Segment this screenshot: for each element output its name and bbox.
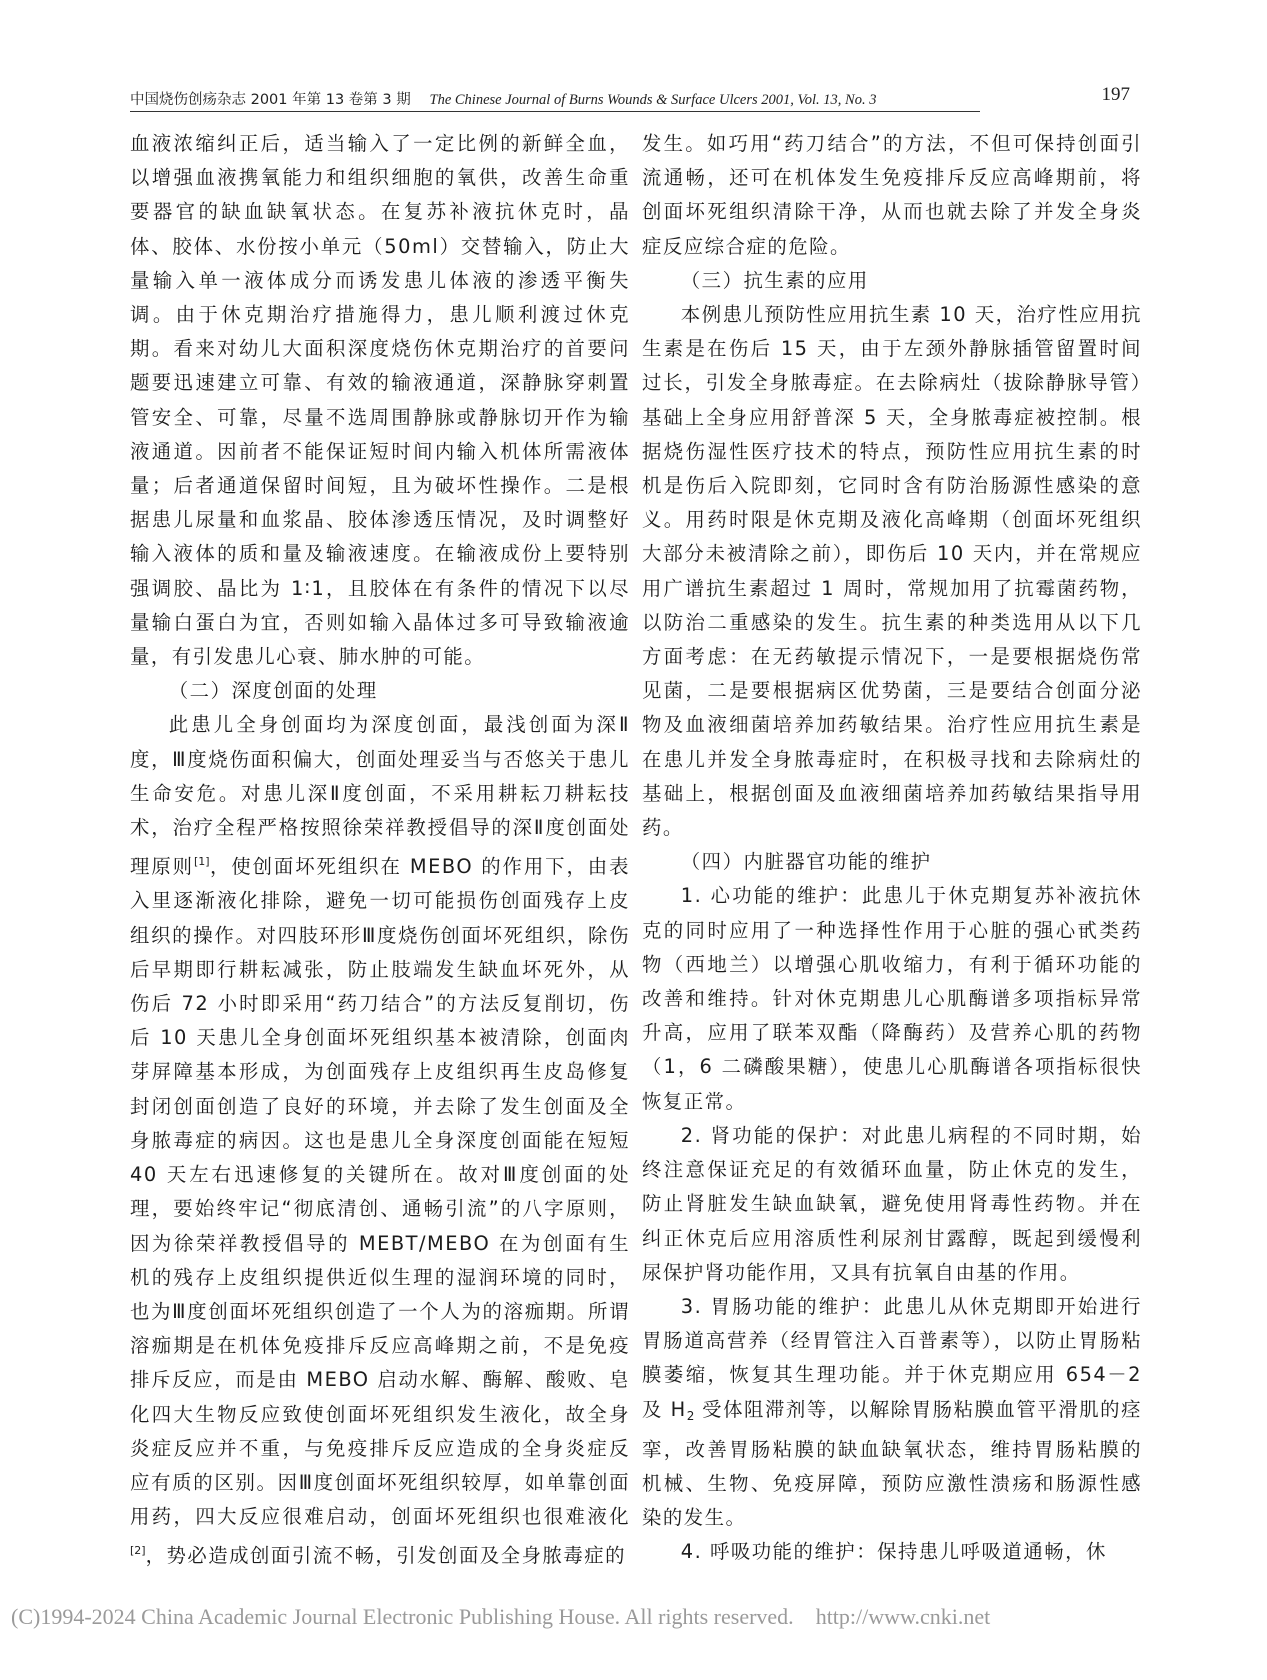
right-column [642, 127, 1142, 1570]
left-column [130, 127, 630, 1574]
paragraph-text: 此患儿全身创面均为深度创面，最浅创面为深Ⅱ度，Ⅲ度烧伤面积偏大，创面处理妥当与否悠关于患儿生命安危。对患儿深Ⅱ度创面，不采用耕耘刀耕耘技术，治疗全程严格按照徐荣祥教授倡导的深Ⅱ度创面处理原则 [130, 713, 630, 879]
paragraph-text: ，势必造成创面引流不畅，引发创面及全身脓毒症的 [145, 1544, 627, 1568]
paragraph: 本例患儿预防性应用抗生素 10 天，治疗性应用抗生素是在伤后 15 天，由于左颈外静脉插管留置时间过长，引发全身脓毒症。在去除病灶（拔除静脉导管）基础上全身应用舒普深 5 天，全身脓毒症被控制。根据烧伤湿性医疗技术的特点，预防性应用抗生素的时机是伤后入院即刻，它同时含有防治肠源性感染的意义。用药时限是休克期及液化高峰期（创面坏死组织大部分未被清除之前），即伤后 10 天内，并在常规应用广谱抗生素超过 1 周时，常规加用了抗霉菌药物，以防治二重感染的发生。抗生素的种类选用从以下几方面考虑：在无药敏提示情况下，一是要根据烧伤常见菌，二是要根据病区优势菌，三是要结合创面分泌物及血液细菌培养加药敏结果。治疗性应用抗生素是在患儿并发全身脓毒症时，在积极寻找和去除病灶的基础上，根据创面及血液细菌培养加药敏结果指导用药。 [642, 303, 1142, 840]
section-heading: （二）深度创面的处理 [168, 679, 378, 703]
paragraph-text: ，使创面坏死组织在 MEBO 的作用下，由表入里逐渐液化排除，避免一切可能损伤创面残存上皮组织的操作。对四肢环形Ⅲ度烧伤创面坏死组织，除伤后早期即行耕耘减张，防止肢端发生缺血坏死外，从伤后 72 小时即采用“药刀结合”的方法反复削切，伤后 10 天患儿全身创面坏死组织基本被清除，创面肉芽屏障基本形成，为创面残存上皮组织再生皮岛修复封闭创面创造了良好的环境，并去除了发生创面及全身脓毒症的病因。这也是患儿全身深度创面能在短短 40 天左右迅速修复的关键所在。故对Ⅲ度创面的处理，要始终牢记“彻底清创、通畅引流”的八字原则，因为徐荣祥教授倡导的 MEBT/MEBO 在为创面有生机的残存上皮组织提供近似生理的湿润环境的同时，也为Ⅲ度创面坏死组织创造了一个人为的溶痂期。所谓溶痂期是在机体免疫排斥反应高峰期之前，不是免疫排斥反应，而是由 MEBO 启动水解、酶解、酸败、皂化四大生物反应致使创面坏死组织发生液化，故全身炎症反应并不重，与免疫排斥反应造成的全身炎症反应有质的区别。因Ⅲ度创面坏死组织较厚，如单靠创面用药，四大反应很难启动，创面坏死组织也很难液化 [130, 855, 630, 1529]
paragraph: 血液浓缩纠正后，适当输入了一定比例的新鲜全血，以增强血液携氧能力和组织细胞的氧供，改善生命重要器官的缺血缺氧状态。在复苏补液抗休克时，晶体、胶体、水份按小单元（50ml）交替输入，防止大量输入单一液体成分而诱发患儿体液的渗透平衡失调。由于休克期治疗措施得力，患儿顺利渡过休克期。看来对幼儿大面积深度烧伤休克期治疗的首要问题要迅速建立可靠、有效的输液通道，深静脉穿刺置管安全、可靠，尽量不选周围静脉或静脉切开作为输液通道。因前者不能保证短时间内输入机体所需液体量；后者通道保留时间短，且为破坏性操作。二是根据患儿尿量和血浆晶、胶体渗透压情况，及时调整好输入液体的质和量及输液速度。在输液成份上要特别强调胶、晶比为 1∶1，且胶体在有条件的情况下以尽量输白蛋白为宜，否则如输入晶体过多可导致输液逾量，有引发患儿心衰、肺水肿的可能。 [130, 132, 630, 669]
paragraph [642, 1290, 1142, 1535]
paragraph-text: 受体阻滞剂等，以解除胃肠粘膜血管平滑肌的痉挛，改善胃肠粘膜的缺血缺氧状态，维持胃肠粘膜的机械、生物、免疫屏障，预防应激性溃疡和肠源性感染的发生。 [642, 1397, 1142, 1530]
paragraph: 4. 呼吸功能的维护：保持患儿呼吸道通畅，休 [680, 1540, 1107, 1564]
section-heading: （三）抗生素的应用 [680, 268, 869, 292]
citation-ref: [1] [193, 855, 210, 869]
paragraph: 1. 心功能的维护：此患儿于休克期复苏补液抗休克的同时应用了一种选择性作用于心脏的强心甙类药物（西地兰）以增强心肌收缩力，有利于循环功能的改善和维持。针对休克期患儿心肌酶谱多项指标异常升高，应用了联苯双酯（降酶药）及营养心肌的药物（1，6 二磷酸果糖），使患儿心肌酶谱各项指标很快恢复正常。 [642, 884, 1142, 1113]
copyright-footer [11, 1604, 990, 1630]
section-heading: （四）内脏器官功能的维护 [680, 850, 932, 874]
journal-citation [130, 88, 876, 109]
page-number: 197 [1101, 84, 1130, 105]
copyright-text: (C)1994-2024 China Academic Journal Electronic Publishing House. All rights reserved. [11, 1604, 794, 1629]
subscript: 2 [686, 1408, 695, 1423]
running-header [130, 86, 1130, 112]
journal-title-cn: 中国烧伤创疡杂志 2001 年第 13 卷第 3 期 [130, 92, 411, 108]
journal-title-en: The Chinese Journal of Burns Wounds & Surface Ulcers 2001, Vol. 13, No. 3 [429, 92, 877, 108]
footer-url: http://www.cnki.net [815, 1604, 991, 1629]
paragraph: 2. 肾功能的保护：对此患儿病程的不同时期，始终注意保证充足的有效循环血量，防止休克的发生，防止肾脏发生缺血缺氧，避免使用肾毒性药物。并在纠正休克后应用溶质性利尿剂甘露醇，既起到缓慢利尿保护肾功能作用，又具有抗氧自由基的作用。 [642, 1123, 1142, 1284]
paragraph-text: 3. 胃肠功能的维护：此患儿从休克期即开始进行胃肠道高营养（经胃管注入百普素等），以防止胃肠粘膜萎缩，恢复其生理功能。并于休克期应用 654－2 及 H [642, 1294, 1142, 1421]
paragraph: 发生。如巧用“药刀结合”的方法，不但可保持创面引流通畅，还可在机体发生免疫排斥反应高峰期前，将创面坏死组织清除干净，从而也就去除了并发全身炎症反应综合症的危险。 [642, 132, 1142, 258]
paragraph [130, 708, 630, 1573]
citation-ref: [2] [130, 1544, 146, 1558]
header-rule [130, 111, 980, 112]
